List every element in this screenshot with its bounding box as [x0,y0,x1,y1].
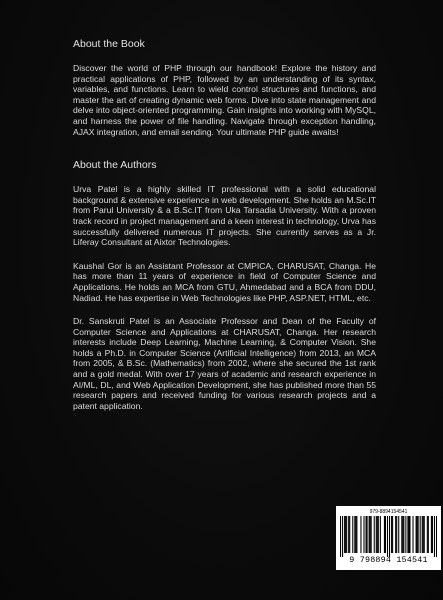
barcode-bar [416,516,417,553]
barcode-bar [420,516,421,553]
barcode-bar [366,516,367,553]
barcode-bar [412,516,413,553]
barcode-bar [342,516,343,557]
barcode-bar [389,516,390,557]
isbn-label: 979-8894154541 [369,509,408,515]
barcode-bar [407,516,408,553]
barcode-bar [380,516,381,553]
barcode-bar [392,516,393,553]
barcode-bar [360,516,361,553]
author-bio-sanskruti-patel: Dr. Sanskruti Patel is an Associate Professor and Dean of the Faculty of Computer Science and Applications at CHARUSAT, Changa. Her research interests include Deep Learning, Machine Learning, & Computer Vision. She holds a Ph.D. in Computer Science (Artificial Intelligence) from 2013, an MCA from 2005, & B.Sc. (Mathematics) from 2002, where she secured the 1st rank and a gold medal. With over 17 years of academic and research experience in AI/ML, DL, and Web Application Development, she has published more than 55 research papers and received funding for various research projects and a patent application. [73,316,376,411]
barcode-bar [409,516,410,553]
barcode-bar [418,516,419,553]
barcode-bar [374,516,375,553]
barcode-bar [354,516,355,553]
barcode-bar [422,516,423,553]
barcode-bar [352,516,353,553]
barcode-bar [431,516,432,553]
barcode-bar [384,516,385,553]
barcode-bar [370,516,371,553]
barcode-bar [432,516,433,553]
barcode-bars [340,516,437,557]
barcode-bar [369,516,370,553]
barcode-bar [395,516,396,553]
about-authors-heading: About the Authors [73,159,157,172]
about-book-heading: About the Book [73,38,145,50]
barcode-bar [346,516,347,553]
barcode-bar [424,516,425,553]
barcode-bar [417,516,418,553]
barcode-bar [403,516,404,553]
barcode-bar [434,516,435,557]
barcode-bar [355,516,356,553]
author-bio-kaushal-gor: Kaushal Gor is an Assistant Professor at CMPICA, CHARUSAT, Changa. He has more than 11 years of experience in field of Computer Science and Applications. He holds an MCA from GTU, Ahmedabad and a BCA from DDU, Nadiad. He has expertise in Web Technologies like PHP, ASP.NET, HTML, etc. [73,260,376,303]
barcode-bar [356,516,357,553]
barcode-bar [349,516,350,553]
barcode-bar [387,516,388,557]
barcode-bar [377,516,378,553]
barcode-bar [371,516,372,553]
barcode-bar [396,516,397,553]
barcode-bar [344,516,345,553]
barcode-bar [367,516,368,553]
author-bio-urva-patel: Urva Patel is a highly skilled IT professional with a solid educational background & extensive experience in web development. She holds an M.Sc.IT from Parul University & a B.Sc.IT from Uka Tarsadia University. With a proven track record in project management and a keen interest in technology, Urva has successfully delivered numerous IT projects. She currently serves as a Jr. Liferay Consultant at Aixtor Technologies. [73,184,376,248]
barcode-bar [405,516,406,553]
barcode-bar [401,516,402,553]
barcode-bar [385,516,386,553]
barcode-bar [436,516,437,557]
barcode-bar [402,516,403,553]
barcode-bar [378,516,379,553]
barcode-bar [423,516,424,553]
barcode-bar [427,516,428,553]
barcode-bar [376,516,377,553]
barcode-bar [391,516,392,553]
about-book-description: Discover the world of PHP through our handbook! Explore the history and practical applications of PHP, followed by an understanding of its syntax, variables, and functions. Learn to wield control structures and functions, and master the art of creating dynamic web forms. Dive into state management and delve into object-oriented programming. Gain insights into working with MySQL, and harness the power of file handling. Navigate through exception handling, AJAX integration, and email sending. Your ultimate PHP guide awaits! [73,63,376,137]
barcode-bar [428,516,429,553]
barcode-bar [408,516,409,553]
back-cover-text [73,38,376,424]
barcode-bar [363,516,364,553]
isbn-digits: 9 798894 154541 [349,555,428,565]
barcode-bar [398,516,399,553]
barcode-bar [345,516,346,553]
isbn-barcode [336,506,441,570]
barcode-bar [348,516,349,553]
barcode-bar [340,516,341,557]
